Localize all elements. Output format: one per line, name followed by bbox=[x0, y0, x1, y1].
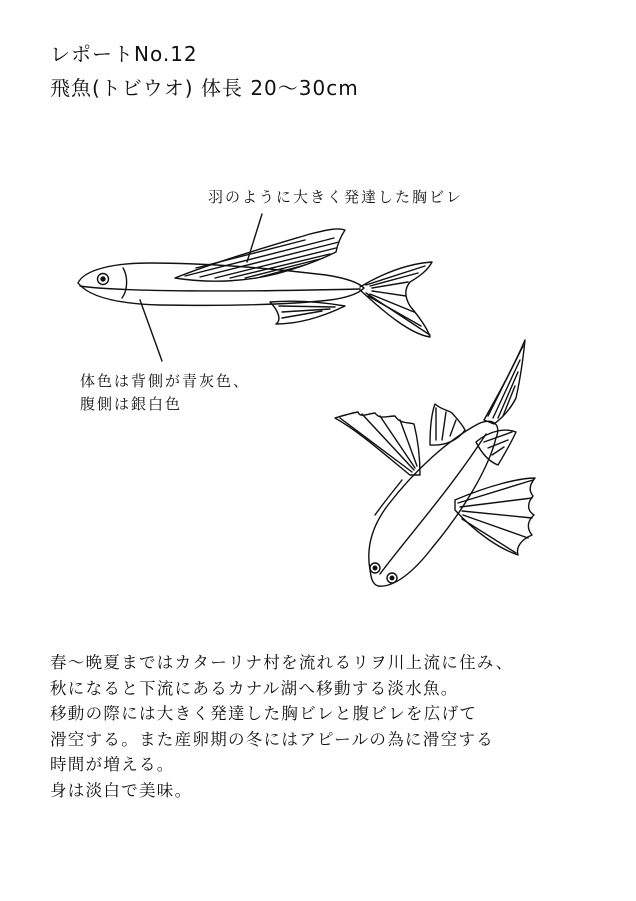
color-annotation-line1: 体色は背側が青灰色、 bbox=[80, 372, 251, 390]
description-line: 滑空する。また産卵期の冬にはアピールの為に滑空する bbox=[50, 729, 495, 749]
top-right-ventral-fin bbox=[476, 430, 516, 465]
fin-annotation: 羽のように大きく発達した胸ビレ bbox=[208, 188, 464, 206]
report-number: レポートNo.12 bbox=[50, 42, 198, 66]
pectoral-fin bbox=[175, 229, 345, 281]
page-title: 飛魚(トビウオ) 体長 20〜30cm bbox=[50, 76, 359, 100]
description-line: 移動の際には大きく発達した胸ビレと腹ビレを広げて bbox=[50, 704, 478, 723]
color-annotation-line2: 腹側は銀白色 bbox=[80, 394, 183, 413]
description-line: 秋になると下流にあるカナル湖へ移動する淡水魚。 bbox=[50, 678, 459, 698]
ventral-fin bbox=[270, 301, 345, 324]
side-fish-body bbox=[78, 263, 364, 305]
top-view-fish bbox=[335, 340, 535, 586]
side-view-fish bbox=[78, 229, 432, 337]
description-line: 春〜晩夏まではカターリナ村を流れるリヲ川上流に住み、 bbox=[50, 653, 514, 672]
color-leader-line bbox=[140, 300, 162, 361]
description bbox=[50, 650, 513, 803]
description-line: 身は淡白で美味。 bbox=[50, 780, 193, 800]
top-left-ventral-fin bbox=[430, 404, 465, 445]
description-line: 時間が増える。 bbox=[50, 755, 175, 774]
top-left-pectoral-fin bbox=[335, 412, 420, 475]
